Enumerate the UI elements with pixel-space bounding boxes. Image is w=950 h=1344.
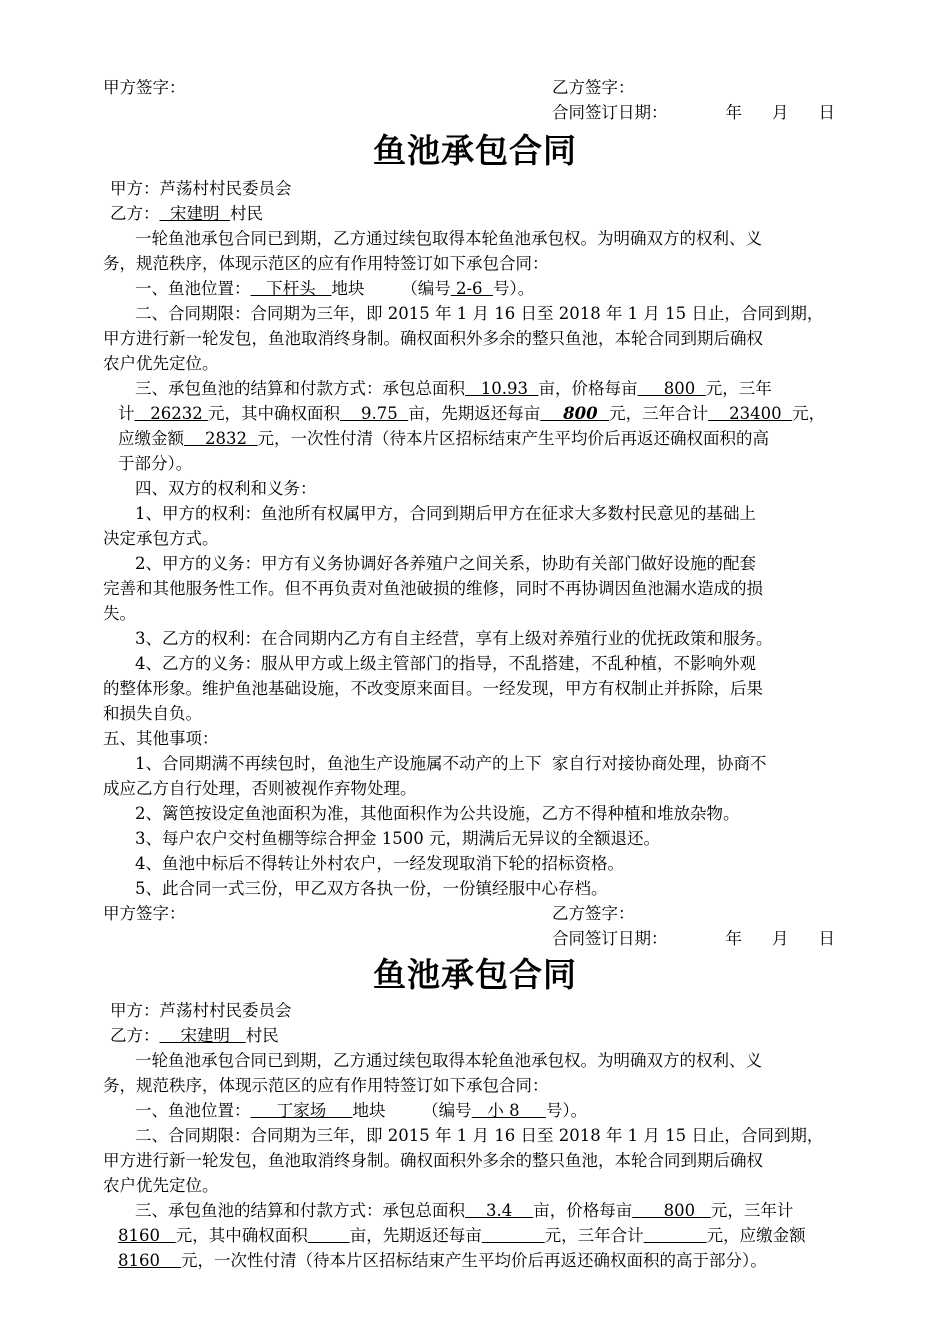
amount-due: 8160 bbox=[118, 1251, 181, 1270]
right-1-line-1: 1、甲方的权利：鱼池所有权属甲方，合同到期后甲方在征求大多数村民意见的基础上 bbox=[135, 504, 756, 523]
right-4-line-1: 4、乙方的义务：服从甲方或上级主管部门的指导，不乱搭建，不乱种植，不影响外观 bbox=[135, 654, 756, 673]
other-heading: 五、其他事项： bbox=[103, 729, 219, 748]
other-2: 2、篱笆按设定鱼池面积为准，其他面积作为公共设施，乙方不得种植和堆放杂物。 bbox=[135, 804, 740, 823]
right-4-line-3: 和损失自负。 bbox=[103, 704, 202, 723]
payment-line-1: 三、承包鱼池的结算和付款方式：承包总面积 10.93 亩，价格每亩 800 元，三年 bbox=[135, 379, 772, 398]
other-5: 5、此合同一式三份，甲乙双方各执一份，一份镇经服中心存档。 bbox=[135, 879, 608, 898]
right-3: 3、乙方的权利：在合同期内乙方有自主经营，享有上级对养殖行业的优抚政策和服务。 bbox=[135, 629, 773, 648]
right-4-line-2: 的整体形象。维护鱼池基础设施，不改变原来面目。一经发现，甲方有权制止并拆除，后果 bbox=[103, 679, 763, 698]
three-year-total: 26232 bbox=[134, 404, 208, 423]
contract-title: 鱼池承包合同 bbox=[373, 131, 577, 170]
date-month: 月 bbox=[772, 929, 789, 948]
date-month: 月 bbox=[772, 103, 789, 122]
refund-per-mu: 800 bbox=[540, 404, 610, 423]
contract-title: 鱼池承包合同 bbox=[373, 955, 577, 994]
party-b-name: 宋建明 bbox=[159, 1026, 246, 1045]
term-line-2: 甲方进行新一轮发包，鱼池取消终身制。确权面积外多余的整只鱼池，本轮合同到期后确权 bbox=[103, 1151, 763, 1170]
other-1-line-1: 1、合同期满不再续包时，鱼池生产设施属不动产的上下 家自行对接协商处理，协商不 bbox=[135, 754, 767, 773]
other-4: 4、鱼池中标后不得转让外村农户，一经发现取消下轮的招标资格。 bbox=[135, 854, 624, 873]
confirmed-area: 9.75 bbox=[339, 404, 409, 423]
right-2-line-2: 完善和其他服务性工作。但不再负责对鱼池破损的维修，同时不再协调因鱼池漏水造成的损 bbox=[103, 579, 763, 598]
intro-line-1: 一轮鱼池承包合同已到期，乙方通过续包取得本轮鱼池承包权。为明确双方的权利、义 bbox=[135, 229, 762, 248]
party-b-name: 宋建明 bbox=[159, 204, 230, 223]
contract-date-label: 合同签订日期： bbox=[552, 929, 668, 948]
right-1-line-2: 决定承包方式。 bbox=[103, 529, 219, 548]
party-b-signature-label: 乙方签字： bbox=[552, 904, 635, 923]
other-3: 3、每户农户交村鱼棚等综合押金 1500 元，期满后无异议的全额退还。 bbox=[135, 829, 660, 848]
payment-line-2: 计 26232 元，其中确权面积 9.75 亩，先期返还每亩 800 元，三年合计 23400 元， bbox=[118, 404, 826, 423]
pond-number: 2-6 bbox=[450, 279, 494, 298]
party-b-signature-label: 乙方签字： bbox=[552, 78, 635, 97]
pond-location: 一、鱼池位置： 丁家场 地块 （编号 小 8 号）。 bbox=[135, 1101, 588, 1120]
party-b: 乙方： 宋建明 村民 bbox=[110, 204, 263, 223]
price-per-mu: 800 bbox=[632, 1201, 711, 1220]
confirmed-area bbox=[308, 1226, 350, 1245]
term-line-1: 二、合同期限：合同期为三年，即 2015 年 1 月 16 日至 2018 年 1 月 15 日止，合同到期， bbox=[135, 304, 824, 323]
amount-due: 2832 bbox=[184, 429, 258, 448]
contract-date-line bbox=[552, 927, 835, 951]
term-line-1: 二、合同期限：合同期为三年，即 2015 年 1 月 16 日至 2018 年 1 月 15 日止，合同到期， bbox=[135, 1126, 824, 1145]
three-year-total: 8160 bbox=[118, 1226, 176, 1245]
other-1-line-2: 成应乙方自行处理，否则被视作弃物处理。 bbox=[103, 779, 417, 798]
term-line-3: 农户优先定位。 bbox=[103, 354, 219, 373]
right-2-line-1: 2、甲方的义务：甲方有义务协调好各养殖户之间关系，协助有关部门做好设施的配套 bbox=[135, 554, 756, 573]
payment-line-3: 应缴金额 2832 元，一次性付清（待本片区招标结束产生平均价后再返还确权面积的高 bbox=[118, 429, 769, 448]
payment-line-2: 8160 元，其中确权面积 亩，先期返还每亩 元，三年合计 元，应缴金额 bbox=[118, 1226, 806, 1245]
contract-date-label: 合同签订日期： bbox=[552, 103, 668, 122]
date-day: 日 bbox=[818, 103, 835, 122]
intro-line-2: 务，规范秩序，体现示范区的应有作用特签订如下承包合同： bbox=[103, 254, 549, 273]
payment-line-1: 三、承包鱼池的结算和付款方式：承包总面积 3.4 亩，价格每亩 800 元，三年计 bbox=[135, 1201, 794, 1220]
term-line-2: 甲方进行新一轮发包，鱼池取消终身制。确权面积外多余的整只鱼池，本轮合同到期后确权 bbox=[103, 329, 763, 348]
term-line-3: 农户优先定位。 bbox=[103, 1176, 219, 1195]
pond-place: 下杆头 bbox=[250, 279, 332, 298]
date-year: 年 bbox=[725, 103, 742, 122]
party-a-signature-label: 甲方签字： bbox=[103, 78, 186, 97]
price-per-mu: 800 bbox=[637, 379, 706, 398]
right-2-line-3: 失。 bbox=[103, 604, 136, 623]
party-a: 甲方：芦荡村村民委员会 bbox=[110, 1001, 292, 1020]
date-year: 年 bbox=[725, 929, 742, 948]
intro-line-1: 一轮鱼池承包合同已到期，乙方通过续包取得本轮鱼池承包权。为明确双方的权利、义 bbox=[135, 1051, 762, 1070]
rights-heading: 四、双方的权利和义务： bbox=[135, 479, 317, 498]
pond-location: 一、鱼池位置： 下杆头 地块 （编号 2-6 号）。 bbox=[135, 279, 535, 298]
refund-total bbox=[644, 1226, 707, 1245]
payment-line-4: 于部分）。 bbox=[118, 454, 193, 473]
total-area: 10.93 bbox=[465, 379, 539, 398]
party-a: 甲方：芦荡村村民委员会 bbox=[110, 179, 292, 198]
date-day: 日 bbox=[818, 929, 835, 948]
party-a-signature-label: 甲方签字： bbox=[103, 904, 186, 923]
total-area: 3.4 bbox=[465, 1201, 534, 1220]
pond-number: 小 8 bbox=[471, 1101, 546, 1120]
party-b: 乙方： 宋建明 村民 bbox=[110, 1026, 279, 1045]
payment-line-3: 8160 元，一次性付清（待本片区招标结束产生平均价后再返还确权面积的高于部分）。 bbox=[118, 1251, 767, 1270]
refund-total: 23400 bbox=[708, 404, 793, 423]
refund-per-mu bbox=[482, 1226, 545, 1245]
pond-place: 丁家场 bbox=[250, 1101, 353, 1120]
contract-date-line bbox=[552, 101, 835, 125]
intro-line-2: 务，规范秩序，体现示范区的应有作用特签订如下承包合同： bbox=[103, 1076, 549, 1095]
